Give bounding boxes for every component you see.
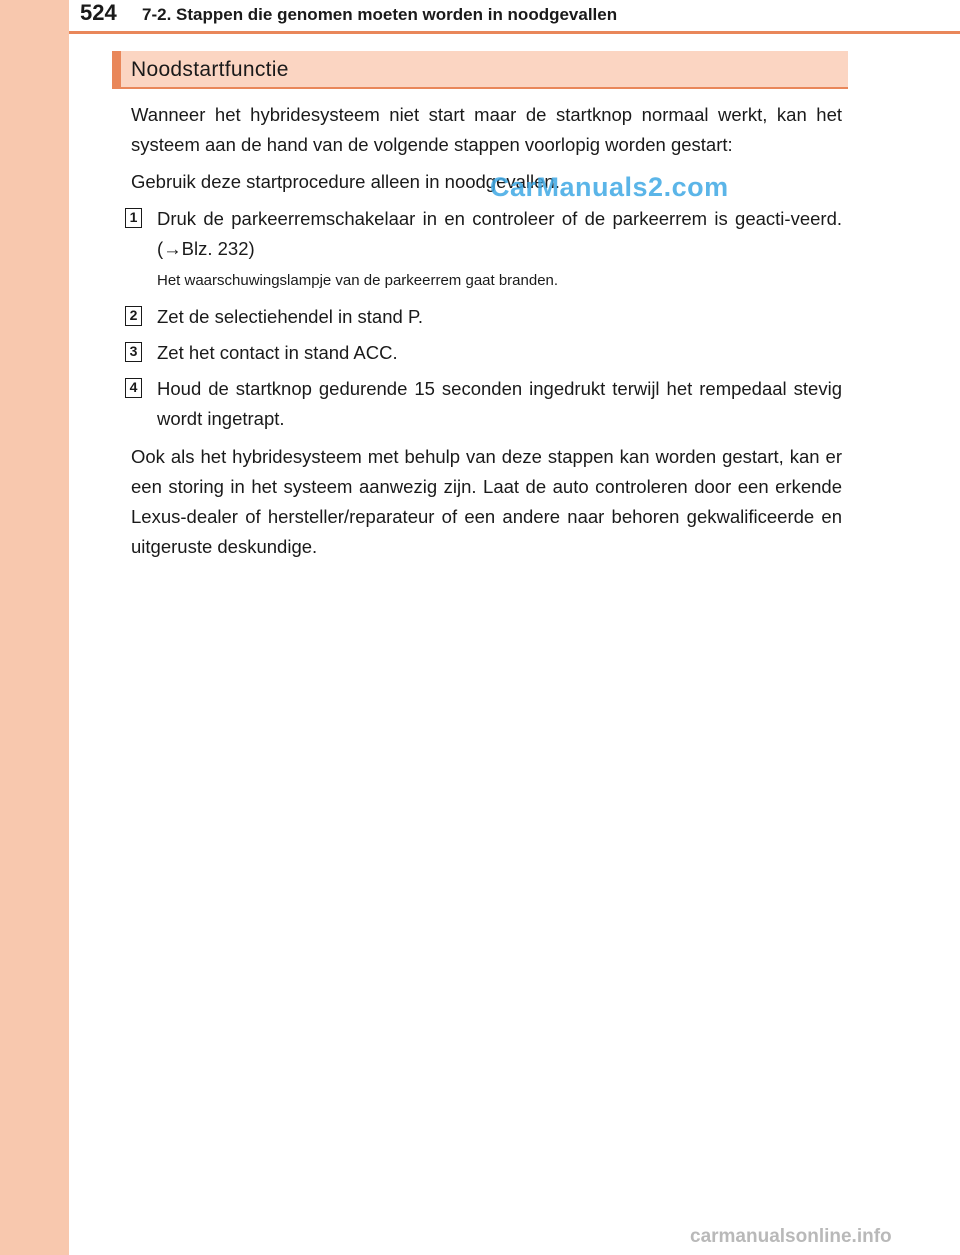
section-header	[112, 51, 848, 89]
header-divider	[69, 31, 960, 34]
step-4	[131, 374, 842, 434]
step-number-badge: 3	[125, 342, 142, 362]
step-3	[131, 338, 842, 368]
watermark-top: CarManuals2.com	[490, 172, 729, 202]
section-title: Noodstartfunctie	[131, 58, 289, 81]
step-text: Houd de startknop gedurende 15 seconden ingedrukt terwijl het rempedaal stevig wordt ingetrapt.	[157, 378, 842, 429]
step-text: Druk de parkeerremschakelaar in en controleer of de parkeerrem is geacti-veerd. (→Blz. 232)	[157, 208, 842, 259]
step-1	[131, 204, 842, 264]
main-content	[131, 100, 842, 569]
step-text: Zet het contact in stand ACC.	[157, 342, 398, 363]
step-2	[131, 302, 842, 332]
step-number-badge: 2	[125, 306, 142, 326]
step-number-badge: 4	[125, 378, 142, 398]
section-accent-bar	[112, 51, 121, 87]
intro-paragraph: Wanneer het hybridesysteem niet start maar de startknop normaal werkt, kan het systeem aan de hand van de volgende stappen voorlopig worden gestart:	[131, 104, 842, 155]
step-text: Zet de selectiehendel in stand P.	[157, 306, 424, 327]
chapter-title: 7-2. Stappen die genomen moeten worden in noodgevallen	[142, 5, 618, 24]
page-number: 524	[80, 0, 117, 25]
watermark-bottom: carmanualsonline.info	[690, 1226, 892, 1247]
closing-paragraph: Ook als het hybridesysteem met behulp van deze stappen kan worden gestart, kan er een storing in het systeem aanwezig zijn. Laat de auto controleren door een erkende Lexus-dealer of hersteller/reparateur of een andere naar behoren gekwalificeerde en uitgeruste deskundige.	[131, 446, 842, 557]
step-note: Het waarschuwingslampje van de parkeerrem gaat branden.	[157, 272, 559, 289]
instruction-paragraph: Gebruik deze startprocedure alleen in noodgevallen.	[131, 171, 560, 192]
step-number-badge: 1	[125, 208, 142, 228]
side-color-band	[0, 0, 69, 1255]
